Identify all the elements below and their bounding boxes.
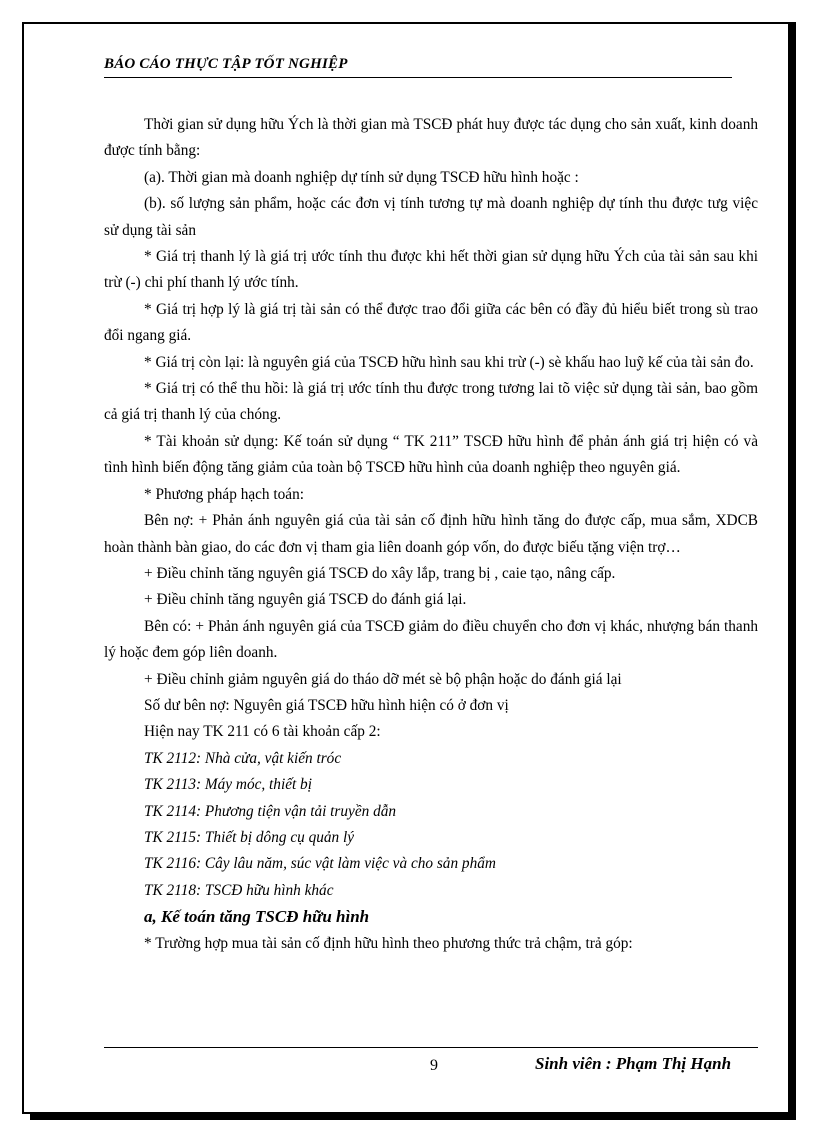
paragraph: Bên nợ: + Phản ánh nguyên giá của tài sản cố định hữu hình tăng do được cấp, mua sắm, XDCB hoàn thành bàn giao, do các đơn vị tham gia liên doanh góp vốn, do được biếu tặng viện trợ…	[104, 512, 758, 556]
section-heading: a, Kế toán tăng TSCĐ hữu hình	[144, 907, 370, 927]
paragraph: + Điều chỉnh tăng nguyên giá TSCĐ do đánh giá lại.	[144, 591, 467, 609]
paragraph: * Giá trị hợp lý là giá trị tài sản có thể được trao đổi giữa các bên có đầy đủ hiểu biết trong sù trao đổi ngang giá.	[104, 300, 758, 345]
account-item: TK 2115: Thiết bị dông cụ quản lý	[144, 828, 355, 846]
footer-divider	[104, 1047, 758, 1048]
paragraph: * Trường hợp mua tài sản cố định hữu hình theo phương thức trả chậm, trả góp:	[144, 934, 633, 952]
paragraph: Hiện nay TK 211 có 6 tài khoản cấp 2:	[144, 723, 381, 741]
paragraph: + Điều chỉnh giảm nguyên giá do tháo dỡ mét sè bộ phận hoặc do đánh giá lại	[144, 670, 622, 688]
paragraph: * Giá trị thanh lý là giá trị ước tính thu được khi hết thời gian sử dụng hữu Ých của tài sản sau khi trừ (-) chi phí thanh lý ước tính.	[104, 248, 758, 292]
account-item: TK 2116: Cây lâu năm, súc vật làm việc và cho sản phẩm	[144, 855, 496, 873]
paragraph: Số dư bên nợ: Nguyên giá TSCĐ hữu hình hiện có ở đơn vị	[144, 696, 509, 714]
paragraph: (b). số lượng sản phẩm, hoặc các đơn vị tính tương tự mà doanh nghiệp dự tính thu được tưg việc sử dụng tài sản	[104, 195, 758, 239]
paragraph: * Phương pháp hạch toán:	[144, 485, 304, 503]
page-frame-top	[22, 22, 790, 24]
page-frame-left	[22, 22, 24, 1114]
account-item: TK 2112: Nhà cửa, vật kiến tróc	[144, 749, 342, 767]
header-title: BÁO CÁO THỰC TẬP TỐT NGHIỆP	[104, 56, 348, 72]
page-shadow-right	[790, 22, 796, 1120]
paragraph: * Tài khoản sử dụng: Kế toán sử dụng “ TK 211” TSCĐ hữu hình để phản ánh giá trị hiện có và tình hình biến động tăng giảm của toàn bộ TSCĐ hữu hình của doanh nghiệp theo nguyên giá.	[104, 432, 758, 477]
paragraph: (a). Thời gian mà doanh nghiệp dự tính sử dụng TSCĐ hữu hình hoặc :	[144, 168, 579, 186]
account-item: TK 2113: Máy móc, thiết bị	[144, 776, 312, 794]
page-number: 9	[430, 1057, 438, 1074]
paragraph: * Giá trị còn lại: là nguyên giá của TSCĐ hữu hình sau khi trừ (-) sè khấu hao luỹ kế của tài sản đo.	[144, 353, 754, 371]
footer-author: Sinh viên : Phạm Thị Hạnh	[535, 1054, 732, 1073]
page-shadow-bottom	[30, 1114, 796, 1120]
paragraph: * Giá trị có thể thu hồi: là giá trị ước tính thu được trong tương lai tõ việc sử dụng tài sản, bao gồm cả giá trị thanh lý của chóng.	[104, 380, 758, 424]
account-item: TK 2114: Phương tiện vận tải truyền dẫn	[144, 802, 397, 820]
document-body	[104, 112, 758, 957]
account-item: TK 2118: TSCĐ hữu hình khác	[144, 881, 334, 899]
paragraph: Bên có: + Phản ánh nguyên giá của TSCĐ giảm do điều chuyển cho đơn vị khác, nhượng bán thanh lý hoặc đem góp liên doanh.	[104, 617, 758, 662]
paragraph: Thời gian sử dụng hữu Ých là thời gian mà TSCĐ phát huy được tác dụng cho sản xuất, kinh doanh được tính bằng:	[104, 116, 758, 160]
paragraph: + Điều chỉnh tăng nguyên giá TSCĐ do xây lắp, trang bị , caie tạo, nâng cấp.	[144, 564, 616, 582]
header-divider	[104, 77, 732, 78]
